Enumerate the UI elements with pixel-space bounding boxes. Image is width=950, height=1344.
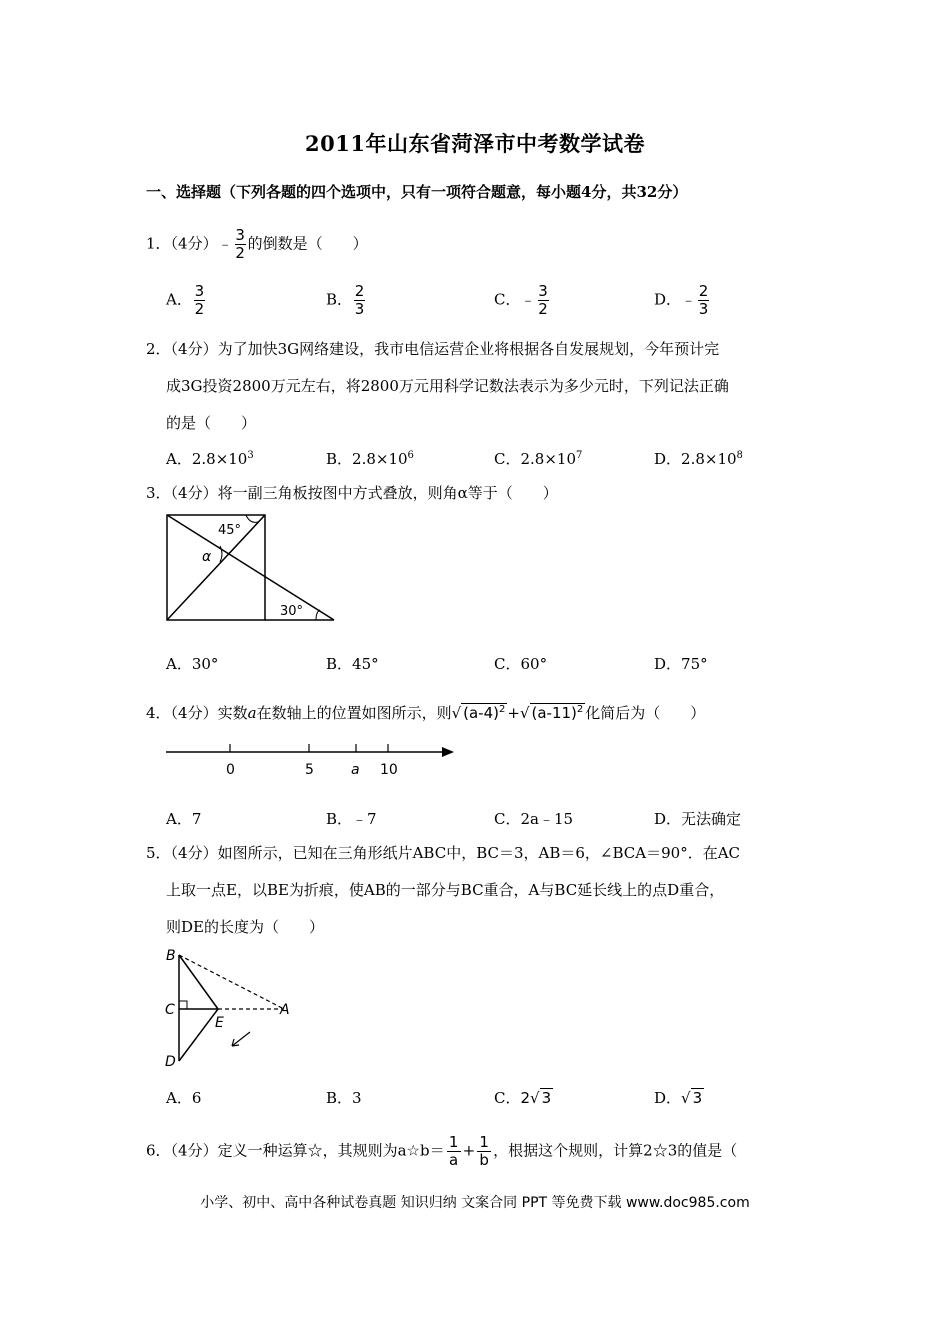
segment-de — [179, 1009, 218, 1061]
radicand: (a-11) — [531, 704, 577, 722]
numerator: 2 — [698, 282, 709, 300]
question-6 — [146, 1134, 737, 1169]
fraction — [235, 227, 246, 262]
question-1 — [146, 227, 368, 262]
coefficient: 2 — [520, 1089, 531, 1107]
option-text: 无法确定 — [681, 810, 742, 828]
option-text: 75° — [681, 655, 708, 673]
q3-option-d — [654, 653, 708, 674]
arrow-head-icon — [442, 747, 454, 757]
question-2-line-2: 成3G投资2800万元左右，将2800万元用科学记数法表示为多少元时，下列记法正确 — [166, 377, 729, 395]
numerator: 3 — [194, 282, 205, 300]
triangle-set-figure — [160, 510, 340, 630]
tick-label-a: a — [351, 762, 360, 778]
question-text: ，根据这个规则，计算2☆3的值是（ — [493, 1141, 738, 1160]
variable-a: a — [247, 704, 257, 722]
denominator: 2 — [194, 300, 205, 318]
q1-option-c — [494, 283, 551, 318]
question-score: （4分） — [170, 1141, 218, 1160]
fraction — [354, 283, 365, 318]
option-label: C． — [494, 810, 521, 828]
option-label: C． — [494, 655, 521, 673]
q2-option-a — [166, 448, 254, 469]
fraction-1-over-a — [447, 1134, 461, 1169]
question-score: （4分） — [170, 234, 218, 253]
tick-label-10: 10 — [380, 762, 398, 778]
option-text: 2.8×10 — [681, 450, 737, 468]
point-label-c: C — [165, 1002, 175, 1018]
label-alpha: α — [202, 549, 212, 565]
q4-option-d — [654, 808, 741, 829]
question-number: 5． — [146, 844, 171, 862]
question-text: 定义一种运算☆，其规则为a☆b＝ — [217, 1141, 445, 1160]
option-label: D． — [654, 810, 682, 828]
arrow-shaft — [232, 1032, 250, 1046]
question-score: （4分） — [170, 704, 218, 722]
question-5-line-3: 则DE的长度为（ ） — [166, 918, 324, 936]
question-number: 6． — [146, 1141, 171, 1160]
q2-option-d — [654, 448, 743, 469]
option-label: A． — [166, 450, 192, 468]
point-label-a: A — [280, 1002, 290, 1018]
option-label: D． — [654, 1089, 682, 1107]
option-sign: ﹣ — [681, 290, 697, 309]
question-number: 4． — [146, 704, 171, 722]
fraction-1-over-b — [477, 1134, 491, 1169]
question-5 — [146, 843, 740, 863]
option-label: D． — [654, 655, 682, 673]
q1-option-a — [166, 283, 207, 318]
question-2-line-3: 的是（ ） — [166, 414, 257, 432]
option-label: B． — [326, 810, 353, 828]
question-score: （4分） — [170, 484, 218, 502]
plus-sign: + — [462, 1141, 476, 1160]
denominator: b — [479, 1151, 489, 1169]
option-label: A． — [166, 290, 192, 309]
option-label: A． — [166, 655, 192, 673]
question-4 — [146, 700, 705, 723]
tick-label-0: 0 — [226, 762, 235, 778]
option-label: B． — [326, 655, 353, 673]
option-text: 7 — [191, 810, 202, 828]
denominator: 3 — [354, 300, 365, 318]
option-label: A． — [166, 810, 192, 828]
section-heading: 一、选择题（下列各题的四个选项中，只有一项符合题意，每小题4分，共32分） — [146, 183, 688, 201]
option-text: 60° — [520, 655, 548, 673]
option-label: A． — [166, 1089, 192, 1107]
denominator: 2 — [235, 244, 245, 262]
option-label: C． — [494, 1089, 521, 1107]
q5-option-a — [166, 1087, 201, 1108]
q1-option-b — [326, 283, 367, 318]
exponent: 6 — [407, 450, 414, 461]
option-label: B． — [326, 450, 353, 468]
option-label: C． — [494, 290, 521, 309]
point-label-e: E — [215, 1015, 224, 1031]
point-label-b: B — [166, 948, 176, 964]
exponent: 2 — [576, 704, 584, 715]
exponent: 7 — [576, 450, 583, 461]
fraction — [698, 283, 709, 318]
page-footer: 小学、初中、高中各种试卷真题 知识归纳 文案合同 PPT 等免费下载 www.doc985.com — [200, 1195, 750, 1211]
radicand: 3 — [692, 1089, 703, 1107]
number-line-figure — [160, 738, 460, 780]
folded-triangle-figure — [160, 944, 300, 1070]
plus-sign: + — [507, 704, 520, 722]
radicand: (a-4) — [463, 704, 499, 722]
question-text: 化简后为（ ） — [585, 704, 706, 722]
option-text: 2a﹣15 — [520, 810, 574, 828]
q2-option-b — [326, 448, 414, 469]
fraction — [194, 283, 205, 318]
numerator: 1 — [479, 1133, 489, 1151]
option-label: B． — [326, 290, 353, 309]
option-text: 2.8×10 — [520, 450, 576, 468]
denominator: a — [448, 1151, 459, 1169]
sqrt-expression-1: √ $(a-4)^2$ — [451, 704, 506, 722]
question-text: 将一副三角板按图中方式叠放，则角α等于（ ） — [217, 484, 558, 502]
option-label: B． — [326, 1089, 353, 1107]
question-text: 的倒数是（ ） — [247, 234, 368, 253]
question-number: 1． — [146, 234, 171, 253]
sqrt-expression: 2√ 3 — [520, 1089, 552, 1107]
q4-option-a — [166, 808, 201, 829]
question-score: （4分） — [170, 340, 218, 358]
option-text: 30° — [191, 655, 219, 673]
label-30: 30° — [280, 604, 304, 619]
denominator: 2 — [538, 300, 548, 318]
option-text: 6 — [191, 1089, 202, 1107]
q4-option-c — [494, 808, 573, 829]
option-sign: ﹣ — [520, 290, 536, 309]
question-5-line-2: 上取一点E，以BE为折痕，使AB的一部分与BC重合，A与BC延长线上的点D重合， — [166, 881, 725, 899]
numerator: 1 — [448, 1133, 459, 1151]
q5-option-d — [654, 1087, 704, 1108]
option-label: D． — [654, 450, 682, 468]
numerator: 2 — [354, 282, 365, 300]
option-label: D． — [654, 290, 682, 309]
question-text: 实数 — [217, 704, 248, 722]
minus-sign: ﹣ — [217, 234, 233, 253]
option-text: 45° — [352, 655, 379, 673]
option-text: ﹣7 — [352, 810, 377, 828]
fraction — [538, 283, 549, 318]
numerator: 3 — [538, 282, 548, 300]
question-3 — [146, 483, 558, 503]
point-label-d: D — [165, 1054, 176, 1070]
radicand: 3 — [541, 1089, 552, 1107]
q3-option-b — [326, 653, 379, 674]
exponent: 3 — [247, 450, 254, 461]
q5-option-c — [494, 1087, 553, 1108]
right-angle-mark — [179, 1001, 187, 1009]
q1-option-d — [654, 283, 711, 318]
question-score: （4分） — [170, 844, 218, 862]
page-title: 2011年山东省菏泽市中考数学试卷 — [305, 131, 645, 156]
tick-label-5: 5 — [305, 762, 314, 778]
label-45: 45° — [218, 523, 242, 538]
exponent: 8 — [736, 450, 743, 461]
option-text: 2.8×10 — [191, 450, 248, 468]
q5-option-b — [326, 1087, 362, 1108]
question-number: 2． — [146, 340, 171, 358]
question-text: 在数轴上的位置如图所示，则 — [256, 704, 452, 722]
question-text: 如图所示，已知在三角形纸片ABC中，BC＝3，AB＝6，∠BCA＝90°．在AC — [217, 844, 741, 862]
sqrt-expression-2: √ $(a-11)^2$ — [519, 704, 584, 722]
numerator: 3 — [235, 226, 245, 244]
segment-ba-dashed — [179, 955, 284, 1009]
exponent: 2 — [499, 704, 506, 715]
q3-option-a — [166, 653, 218, 674]
angle-arc-45 — [246, 515, 258, 522]
q4-option-b — [326, 808, 377, 829]
denominator: 3 — [698, 300, 709, 318]
option-text: 2.8×10 — [352, 450, 408, 468]
q3-option-c — [494, 653, 547, 674]
question-2 — [146, 339, 719, 359]
option-text: 3 — [352, 1089, 362, 1107]
question-number: 3． — [146, 484, 171, 502]
question-text: 为了加快3G网络建设，我市电信运营企业将根据各自发展规划，今年预计完 — [217, 340, 720, 358]
q2-option-c — [494, 448, 582, 469]
option-label: C． — [494, 450, 521, 468]
sqrt-expression: √ 3 — [681, 1089, 703, 1107]
